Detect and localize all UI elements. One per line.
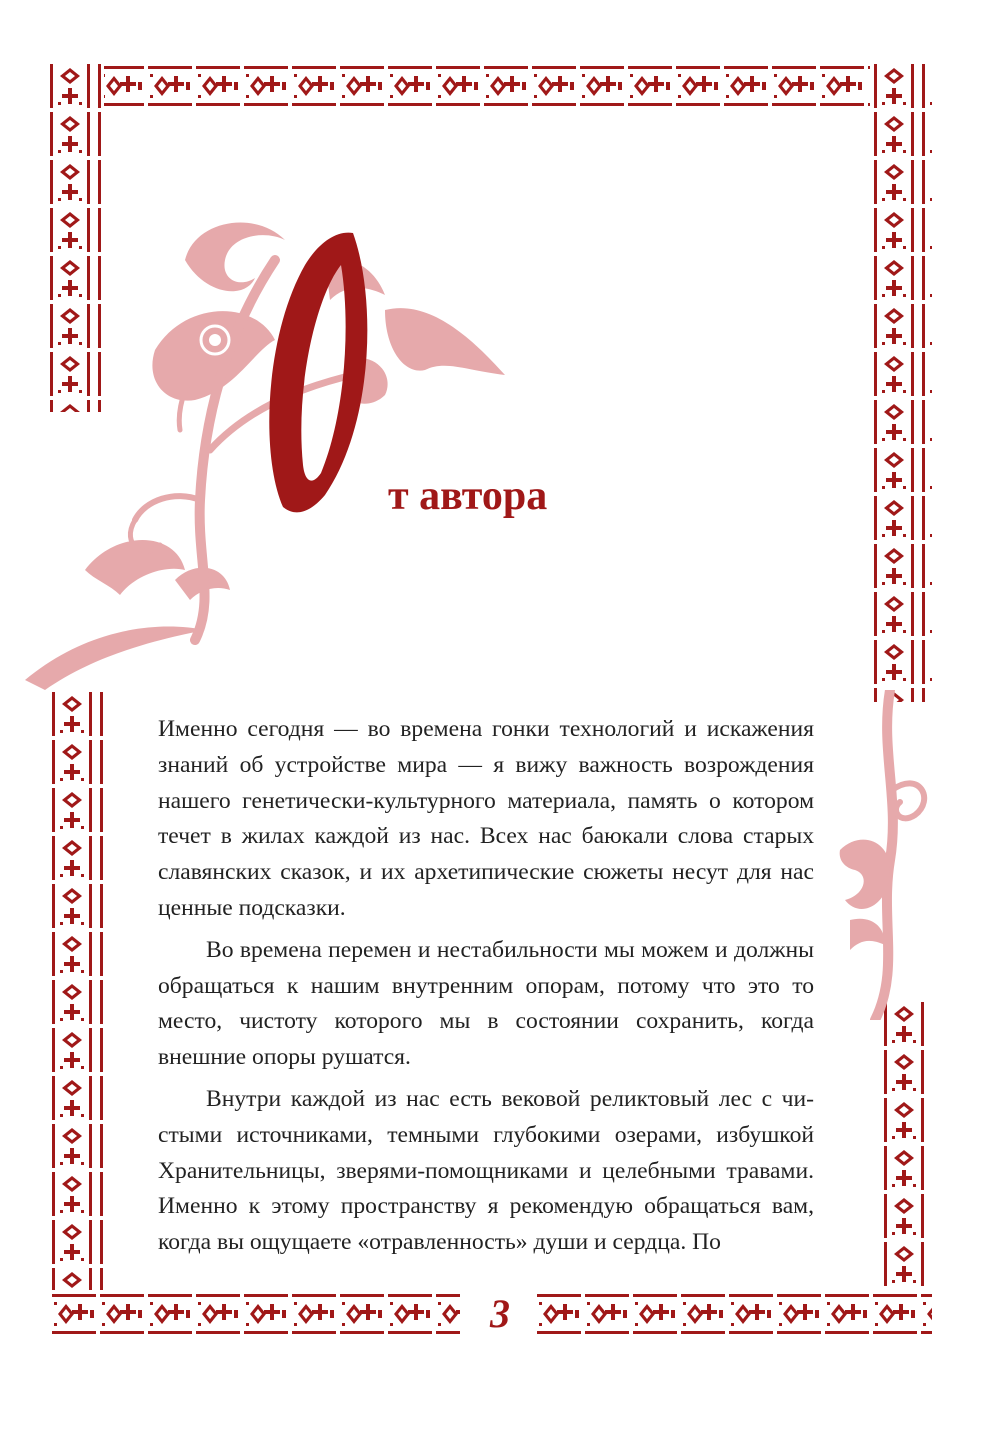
chapter-title: т автора bbox=[388, 473, 548, 519]
right-upper-embroidery-border bbox=[870, 62, 932, 702]
right-lower-embroidery-border bbox=[880, 1000, 932, 1330]
drop-cap-letter bbox=[255, 225, 375, 515]
bottom-right-embroidery-border bbox=[535, 1290, 932, 1340]
paragraph: Внутри каждой из нас есть вековой реликтовый лес с чистыми источниками, темными глубокими озерами, избушкой Хранительницы, зверями-помощниками и целебными травами. Именно к этому пространству я рекомендую обращаться вам, когда вы ощущаете «отравленность» души и сердца. По bbox=[158, 1085, 814, 1256]
drop-cap-text: О bbox=[255, 225, 256, 226]
paragraph: Именно сегодня — во времена гонки технологий и искажения знаний об устройстве мира — я вижу важность возрождения нашего генетически-культурного материала, память о котором течет в жилах каждой из нас. Всех нас баюкали слова старых славянских сказок, и их архетипические сюжеты несут для нас ценные подсказки. bbox=[158, 716, 814, 921]
bottom-left-embroidery-border bbox=[50, 1290, 460, 1340]
page-number: 3 bbox=[490, 1291, 510, 1336]
top-embroidery-border bbox=[50, 62, 930, 114]
paragraph: Во времена перемен и нестабильности мы можем и должны обращаться к нашим внутренним опорам, потому что это то место, чистоту которого мы в состоянии сохранить, когда внешние опоры рушатся. bbox=[158, 936, 814, 1071]
body-text bbox=[158, 712, 814, 1267]
left-lower-embroidery-border bbox=[48, 690, 106, 1330]
side-swirl-icon bbox=[830, 690, 940, 1020]
